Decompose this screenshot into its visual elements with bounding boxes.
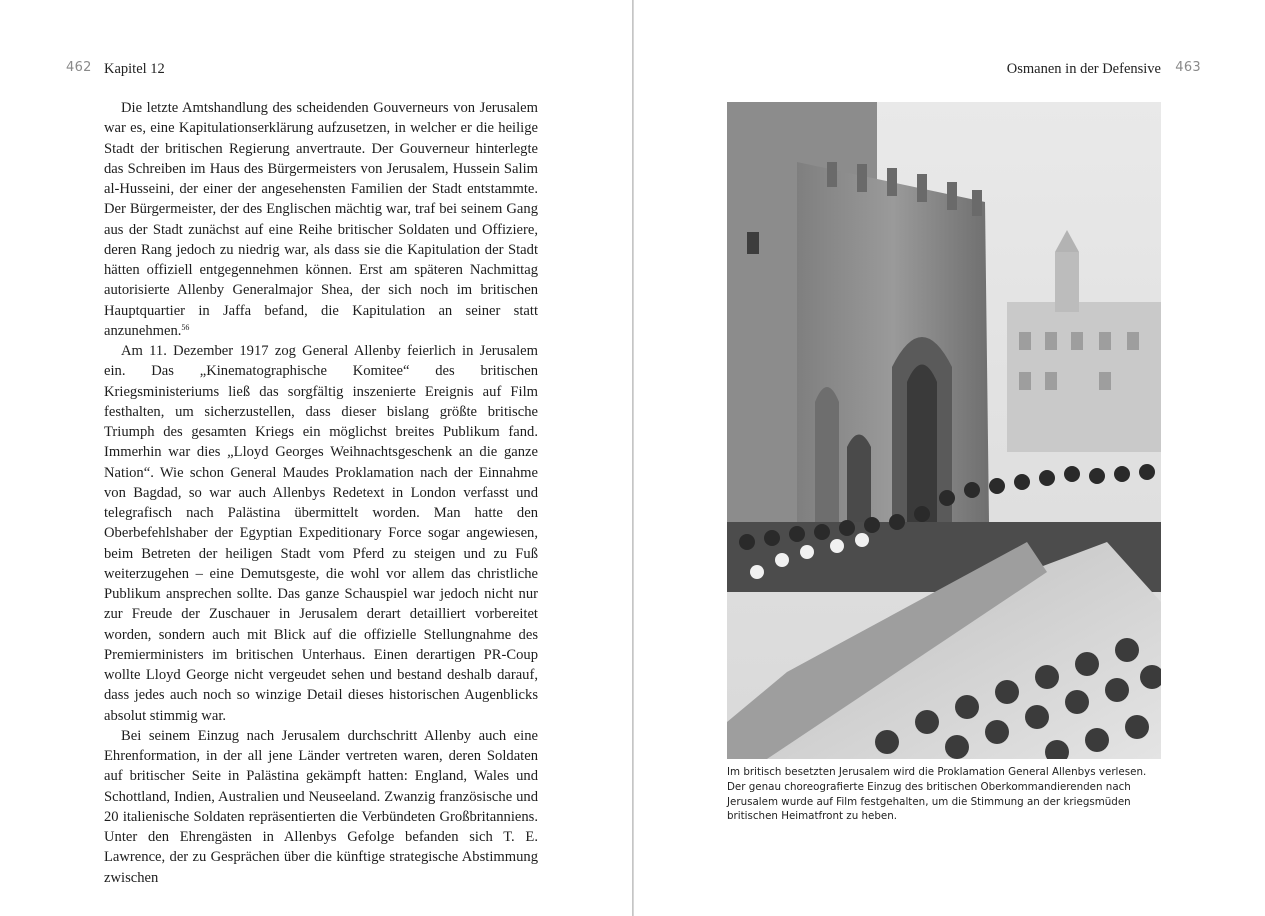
running-head-right: Osmanen in der Defensive (1006, 61, 1161, 77)
historical-photo (727, 102, 1161, 759)
left-page (0, 0, 632, 916)
footnote-ref[interactable]: 56 (181, 322, 190, 332)
right-page (634, 0, 1265, 916)
paragraph-3: Bei seinem Einzug nach Jerusalem durchschritt Allenby auch eine Ehrenformation, in der all jene Länder vertreten waren, deren Soldaten auf britischer Seite in Palästina gekämpft hatten: England, Wales und Schottland, Indien, Australien und Neuseeland. Zwanzig französische und 20 italienische Soldaten repräsentierten die Verbündeten Großbritanniens. Unter den Ehrengästen in Allenbys Gefolge befanden sich T. E. Lawrence, der zu Gesprächen über die künftige strategische Abstimmung zwischen (104, 727, 538, 886)
page-number-right: 463 (1175, 60, 1201, 75)
paragraph-1: Die letzte Amtshandlung des scheidenden Gouverneurs von Jerusalem war es, eine Kapitulationserklärung aufzusetzen, in welcher er die heilige Stadt der britischen Regierung anvertraute. Der Gouverneur hinterlegte das Schreiben im Haus des Bürgermeisters von Jerusalem, Hussein Salim al-Husseini, der einer der angesehensten Familien der Stadt entstammte. Der Bürgermeister, der des Englischen mächtig war, traf bei seinem Gang aus der Stadt zunächst auf eine Reihe britischer Soldaten und Offiziere, deren Rang jedoch zu niedrig war, als dass sie die Kapitulation der Stadt hätten offiziell entgegennehmen können. Erst am späteren Nachmittag autorisierte Allenby Generalmajor Shea, der sich noch im britischen Hauptquartier in Jaffa befand, die Kapitulation an seiner statt anzunehmen.$^{56}$ (104, 100, 538, 339)
page-number-left: 462 (66, 60, 92, 75)
caption-line: Im britisch besetzten Jerusalem wird die Proklamation General Allenbys verlesen. (727, 766, 1147, 778)
body-text (104, 98, 538, 888)
caption-line: britischen Heimatfront zu heben. (727, 810, 898, 823)
paragraph-2: Am 11. Dezember 1917 zog General Allenby feierlich in Jerusalem ein. Das „Kinematographische Komitee“ des britischen Kriegsministeriums ließ das sorgfältig inszenierte Ereignis auf Film festhalten, um sicherzustellen, dass dieser bislang größte britische Triumph des gesamten Kriegs ein möglichst breites Publikum fand. Immerhin war dies „Lloyd Georges Weihnachtsgeschenk an die ganze Nation“. Wie schon General Maudes Proklamation nach der Einnahme von Bagdad, so war auch Allenbys Redetext in London verfasst und telegrafisch nach Palästina übermittelt worden. Man hatte den Oberbefehlshaber der Egyptian Expeditionary Force sogar angewiesen, beim Betreten der heiligen Stadt vom Pferd zu steigen und zu Fuß weiterzugehen – eine Demutsgeste, die wohl vor allem das christliche Publikum ansprechen sollte. Das ganze Schauspiel war jedoch nicht nur zur Freude der Zuschauer in Jerusalem derart detailliert vorbereitet worden, sondern auch mit Blick auf die offizielle Stellungnahme des Premierministers im britischen Unterhaus. Einen derartigen PR-Coup wollte Lloyd George nicht vergeudet sehen und bestand deshalb darauf, dass jedes auch noch so winzige Detail dieses historischen Augenblicks absolut stimmig war. (104, 343, 538, 724)
caption-line: Jerusalem wurde auf Film festgehalten, um die Stimmung an der kriegsmüden (727, 795, 1131, 808)
photo-caption (727, 765, 1167, 824)
running-head-left: Kapitel 12 (104, 61, 165, 77)
caption-line: Der genau choreografierte Einzug des britischen Oberkommandierenden nach (727, 780, 1131, 793)
